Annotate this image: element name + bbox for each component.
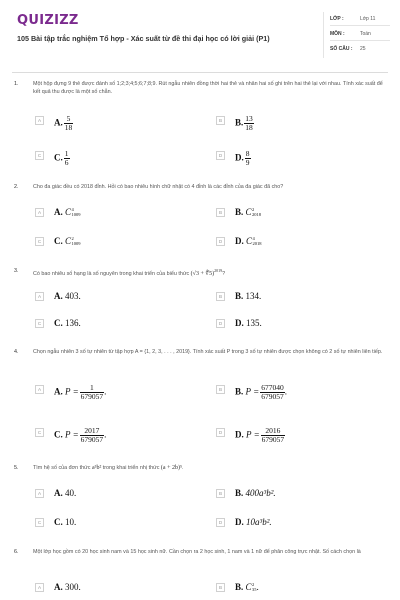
option-prefix: P = [65,386,79,397]
quizizz-logo: QUIZIZZ [17,13,79,28]
option-b[interactable] [216,487,376,501]
question-text: Cho đa giác đều có 2018 đỉnh. Hỏi có bao nhiêu hình chữ nhật có 4 đỉnh là các đỉnh của đa giác đã cho? [33,184,284,190]
question-text: Chọn ngẫu nhiên 3 số tự nhiên từ tập hợp A = {1, 2, 3, . . . , 2019}. Tính xác suất P trong 3 số tự nhiên được chọn không có 2 số tự nhiên liên tiếp. [33,349,383,355]
option-content [54,207,81,217]
question-number: 2. [14,184,19,190]
option-c[interactable] [35,516,195,530]
option-content [235,488,276,498]
option-a[interactable] [35,383,195,401]
option-value: 10. [65,517,77,527]
option-label: B. [235,582,244,592]
numerator: 8 [245,149,250,158]
option-content [235,384,287,401]
option-label: D. [235,517,244,527]
option-content [54,427,106,444]
denominator: 18 [245,123,253,132]
question-text: Một hộp đựng 9 thẻ được đánh số 1;2;3;4;5;6;7;8;9. Rút ngẫu nhiên đồng thời hai thẻ và nhân hai số ghi trên hai thẻ lại với nhau. Tính xác suất để kết quả thu được là một số chẵn. [33,81,383,95]
denominator: 18 [64,123,73,132]
option-label: D. [235,236,244,246]
question-exponent: 2019 [214,268,223,273]
question-text-before: Tìm hệ số của đơn thức [33,465,91,471]
option-a[interactable] [35,206,195,220]
option-a[interactable] [35,290,195,304]
option-letter-box[interactable]: A [35,489,44,498]
fraction [80,427,105,444]
option-letter-box[interactable]: C [35,237,44,246]
combination-symbol: C [246,236,253,246]
option-d[interactable] [216,426,376,444]
option-prefix: P = [65,429,79,440]
meta-row-subject [330,27,390,41]
question-math: (√3 + ∜5) [190,270,215,277]
option-label: B. [235,291,244,301]
header-divider [12,72,388,73]
option-letter-box[interactable]: B [216,116,225,125]
option-content [54,517,76,527]
fraction [245,150,251,167]
option-content [235,115,254,132]
meta-key: MÔN : [330,31,345,37]
option-label: A. [54,582,63,592]
option-label: C. [54,152,63,163]
denominator: 679057 [80,392,104,401]
option-label: D. [235,152,244,163]
option-value: 300. [65,582,81,592]
option-content [235,318,262,328]
option-letter-box[interactable]: C [35,319,44,328]
option-c[interactable] [35,235,195,249]
meta-row-class [330,12,390,26]
option-value: 403. [65,291,81,301]
option-suffix: . [104,429,107,440]
option-b[interactable] [216,290,376,304]
question-text-after: . [182,465,184,471]
option-letter-box[interactable]: A [35,292,44,301]
denominator: 9 [245,158,250,167]
option-label: B. [235,117,244,128]
option-content [235,236,262,246]
question-number: 3. [14,268,19,274]
question-text: Một lớp học gồm có 20 học sinh nam và 15 học sinh nữ. Cần chọn ra 2 học sinh, 1 nam và 1 nữ để phân công trực nhật. Số cách chọn là [33,549,361,555]
question-math: a³b² [91,465,102,471]
subscript: 2018 [252,211,262,217]
fraction [64,115,74,132]
superscript: 4 [71,207,74,213]
fraction [260,384,285,401]
superscript: 2 [252,582,255,588]
subscript: 35 [252,586,257,592]
sub-sup [252,208,261,217]
option-d[interactable] [216,516,376,530]
meta-box [323,12,389,58]
option-c[interactable] [35,149,195,167]
numerator: 2017 [80,427,105,436]
option-c[interactable] [35,426,195,444]
numerator: 13 [245,114,253,123]
option-content [54,384,106,401]
option-content [54,115,73,132]
option-content [235,582,259,592]
meta-value: Lớp 11 [360,16,376,22]
option-letter-box[interactable]: B [216,385,225,394]
option-letter-box[interactable]: B [216,208,225,217]
option-value: 135. [246,318,262,328]
option-label: C. [54,236,63,246]
option-letter-box[interactable]: A [35,208,44,217]
option-c[interactable] [35,317,195,331]
option-label: C. [54,517,63,527]
option-content [54,150,70,167]
meta-key: SỐ CÂU : [330,46,353,52]
option-content [235,427,285,444]
numerator: 2016 [261,427,286,436]
question-math-2: (a + 2b)⁵ [160,465,183,471]
option-content [235,291,261,301]
question-number: 6. [14,549,19,555]
option-suffix: . [104,386,107,397]
option-label: D. [235,429,244,440]
option-letter-box[interactable]: D [216,319,225,328]
combination-symbol: C [65,207,72,217]
document-title: 105 Bài tập trắc nghiệm Tổ hợp - Xác suất từ đề thi đại học có lời giải (P1) [17,34,270,43]
option-label: B. [235,488,244,498]
option-letter-box[interactable]: D [216,428,225,437]
option-label: A. [54,291,63,301]
numerator: 1 [80,384,105,393]
option-label: B. [235,386,244,397]
option-label: C. [54,318,63,328]
option-label: B. [235,207,244,217]
option-letter-box[interactable]: A [35,583,44,592]
option-content [235,207,261,217]
option-content [235,517,272,527]
option-label: A. [54,488,63,498]
meta-row-count [330,42,390,56]
option-b[interactable] [216,383,376,401]
question-number: 1. [14,81,19,87]
question-text [33,464,388,472]
option-prefix: P = [246,429,260,440]
question-text-after: ? [222,270,226,277]
option-content [54,291,81,301]
option-value: 134. [245,291,262,301]
numerator: 5 [64,115,74,124]
option-value: 136. [65,318,81,328]
superscript: 2 [252,207,255,213]
option-letter-box[interactable]: B [216,489,225,498]
denominator: 679057 [80,435,104,444]
question-number: 5. [14,465,19,471]
option-d[interactable] [216,235,376,249]
fraction [244,115,254,132]
fraction [64,150,70,167]
option-value: 400a³b². [245,488,276,498]
option-b[interactable] [216,114,376,132]
option-content [54,582,81,592]
option-letter-box[interactable]: B [216,583,225,592]
meta-value: Toán [360,31,371,37]
option-label: A. [54,386,63,397]
option-label: D. [235,318,244,328]
question-number: 4. [14,349,19,355]
option-letter-box[interactable]: B [216,292,225,301]
option-b[interactable] [216,206,376,220]
sub-sup [72,237,81,246]
question-text-before: Có bao nhiêu số hạng là số nguyên trong khai triển của biểu thức [33,270,190,277]
option-letter-box[interactable]: D [216,518,225,527]
option-label: A. [54,207,63,217]
denominator: 679057 [261,435,285,444]
fraction [80,384,105,401]
option-letter-box[interactable]: A [35,116,44,125]
option-letter-box[interactable]: D [216,151,225,160]
option-content [235,150,251,167]
document-header [0,0,400,62]
meta-value: 25 [360,46,366,52]
numerator: 677040 [261,383,284,392]
denominator: 679057 [261,392,284,401]
option-letter-box[interactable]: C [35,151,44,160]
question-text-mid: trong khai triển nhị thức [102,465,160,471]
superscript: 2 [71,236,74,242]
denominator: 6 [64,158,69,167]
option-d[interactable] [216,317,376,331]
subscript: 1009 [71,240,81,246]
option-label: C. [54,429,63,440]
option-d[interactable] [216,149,376,167]
option-content [54,236,81,246]
option-prefix: P = [245,386,260,397]
combination-symbol: C [65,236,72,246]
option-content [54,318,81,328]
meta-key: LỚP : [330,16,344,22]
option-a[interactable] [35,581,195,595]
option-a[interactable] [35,487,195,501]
option-letter-box[interactable]: D [216,237,225,246]
option-a[interactable] [35,114,195,132]
subscript: 1009 [71,211,81,217]
sub-sup [253,237,262,246]
superscript: 4 [252,236,255,242]
option-value: 10a³b². [246,517,272,527]
option-content [54,488,76,498]
subscript: 2018 [252,240,262,246]
option-letter-box[interactable]: A [35,385,44,394]
combination-symbol: C [245,582,252,592]
option-suffix: . [284,386,287,397]
sub-sup [72,208,81,217]
combination-symbol: C [245,207,252,217]
option-letter-box[interactable]: C [35,428,44,437]
option-letter-box[interactable]: C [35,518,44,527]
fraction [261,427,286,444]
option-suffix: . [256,582,259,592]
question-text [33,267,388,278]
numerator: 1 [64,149,69,158]
option-b[interactable] [216,581,376,595]
option-label: A. [54,117,63,128]
option-value: 40. [65,488,77,498]
